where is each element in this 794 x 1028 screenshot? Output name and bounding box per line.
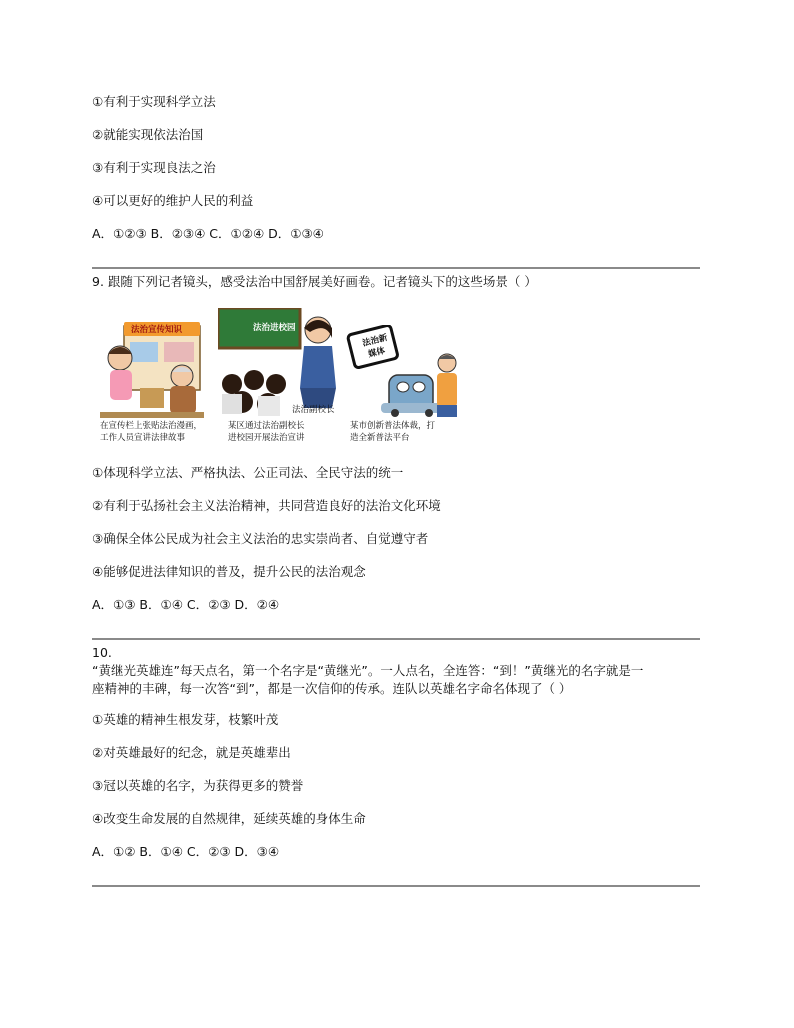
- caption-1-line2: 工作人员宣讲法律故事: [100, 433, 186, 443]
- sign-law-publicity: 法治宣传知识: [131, 325, 183, 335]
- caption-1-line1: 在宣传栏上张贴法治漫画，: [100, 421, 203, 431]
- caption-3-line2: 造全新普法平台: [350, 433, 410, 443]
- q10-option-4: ④改变生命发展的自然规律，延续英雄的身体生命: [92, 811, 366, 826]
- q8-option-1: ①有利于实现科学立法: [92, 94, 216, 109]
- q8-option-4: ④可以更好的维护人民的利益: [92, 193, 254, 208]
- caption-2-line2: 进校园开展法治宣讲: [228, 433, 305, 443]
- q10-answer-choices: A．①② B．①④ C．②③ D．③④: [92, 844, 280, 859]
- q10-stem-line2: 座精神的丰碑，每一次答“到”，都是一次信仰的传承。连队以英雄名字命名体现了（ ）: [92, 681, 572, 696]
- q8-answer-choices: A．①②③ B．②③④ C．①②④ D．①③④: [92, 226, 324, 241]
- q10-number: 10.: [92, 645, 112, 660]
- q10-stem-line1: “黄继光英雄连”每天点名，第一个名字是“黄继光”。一人点名，全连答：“到！”黄继光的名字就是一: [92, 663, 644, 678]
- sign-law-into-school: 法治进校园: [253, 323, 296, 333]
- caption-2-line1: 某区通过法治副校长: [228, 421, 305, 431]
- q9-option-4: ④能够促进法律知识的普及，提升公民的法治观念: [92, 564, 366, 579]
- q8-option-3: ③有利于实现良法之治: [92, 160, 216, 175]
- divider: [92, 267, 700, 269]
- divider: [92, 885, 700, 887]
- sign-new-media-1: 法治新: [361, 333, 389, 349]
- q9-answer-choices: A．①③ B．①④ C．②③ D．②④: [92, 597, 280, 612]
- q10-option-2: ②对英雄最好的纪念，就是英雄辈出: [92, 745, 291, 760]
- q9-stem: 9. 跟随下列记者镜头，感受法治中国舒展美好画卷。记者镜头下的这些场景（ ）: [92, 274, 537, 289]
- divider: [92, 638, 700, 640]
- q10-option-3: ③冠以英雄的名字，为获得更多的赞誉: [92, 778, 304, 793]
- sign-new-media-2: 媒体: [367, 346, 387, 360]
- caption-3-line1: 某市创新普法体裁，打: [350, 421, 436, 431]
- label-law-vice-principal: 法治副校长: [292, 405, 335, 415]
- q9-option-2: ②有利于弘扬社会主义法治精神，共同营造良好的法治文化环境: [92, 498, 441, 513]
- q9-option-1: ①体现科学立法、严格执法、公正司法、全民守法的统一: [92, 465, 404, 480]
- q9-option-3: ③确保全体公民成为社会主义法治的忠实崇尚者、自觉遵守者: [92, 531, 429, 546]
- q10-option-1: ①英雄的精神生根发芽，枝繁叶茂: [92, 712, 279, 727]
- q8-option-2: ②就能实现依法治国: [92, 127, 204, 142]
